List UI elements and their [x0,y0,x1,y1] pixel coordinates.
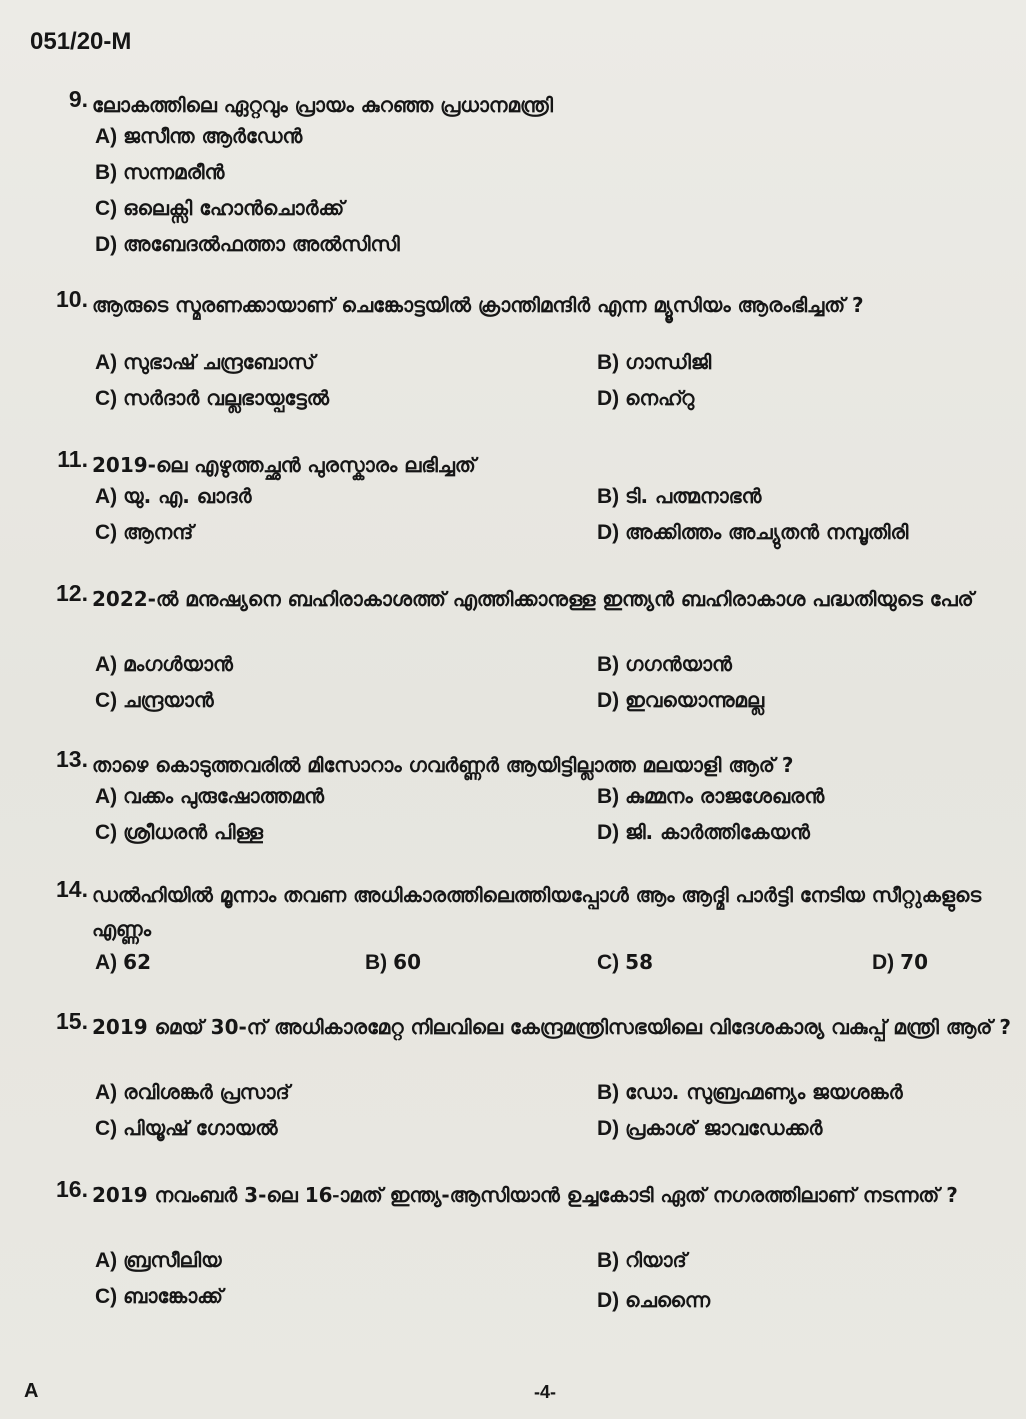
option-c: C) സർദാർ വല്ലഭായ്പട്ടേൽ [95,386,330,410]
option-a: A) മംഗൾയാൻ [95,652,233,676]
question-number: 10. [56,286,88,312]
option-a: A) യു. എ. ഖാദർ [95,484,252,508]
option-a: A) ബ്രസീലിയ [95,1248,222,1272]
option-d: D) ജി. കാർത്തികേയൻ [597,820,810,844]
option-c: C) ആനന്ദ് [95,520,194,544]
series-label: A [24,1380,39,1402]
question-text: ഡൽഹിയിൽ മൂന്നാം തവണ അധികാരത്തിലെത്തിയപ്പോൾ ആം ആദ്മി പാർട്ടി നേടിയ സീറ്റുകളുടെ എണ്ണം [92,883,982,941]
question-number: 14. [56,876,88,902]
option-a: A) സുഭാഷ് ചന്ദ്രബോസ് [95,350,315,374]
paper-code: 051/20-M [30,28,132,55]
option-c: C) 58 [597,950,654,974]
option-c: C) പിയൂഷ് ഗോയൽ [95,1116,278,1140]
page-number: -4- [534,1382,556,1402]
option-b: B) ഡോ. സുബ്രഹ്മണ്യം ജയശങ്കർ [597,1080,903,1104]
option-b: B) 60 [365,950,422,974]
option-d: D) അക്കിത്തം അച്യുതൻ നമ്പൂതിരി [597,520,909,544]
question-text: ആരുടെ സ്മരണക്കായാണ് ചെങ്കോട്ടയിൽ ക്രാന്തിമന്ദിർ എന്ന മ്യൂസിയം ആരംഭിച്ചത് ? [92,293,864,317]
option-b: B) റിയാദ് [597,1248,687,1272]
option-c: C) ഒലെക്സി ഹോൻചൊർക്ക് [95,196,345,220]
option-d: D) 70 [872,950,929,974]
option-a: A) വക്കം പുരുഷോത്തമൻ [95,784,325,808]
option-b: B) ഗാന്ധിജി [597,350,712,374]
question-number: 9. [68,86,88,112]
option-a: A) ജസീന്ത ആർഡേൻ [95,124,303,148]
option-c: C) ശ്രീധരൻ പിള്ള [95,820,263,844]
option-b: B) കുമ്മനം രാജശേഖരൻ [597,784,825,808]
option-d: D) ഇവയൊന്നുമല്ല [597,688,765,712]
option-c: C) ബാങ്കോക്ക് [95,1284,223,1308]
option-d: D) പ്രകാശ് ജാവഡേക്കർ [597,1116,823,1140]
question-number: 12. [56,580,88,606]
question-number: 15. [56,1008,88,1034]
option-b: B) സന്നമരീൻ [95,160,225,184]
question-text: 2019-ലെ എഴുത്തച്ഛൻ പുരസ്കാരം ലഭിച്ചത് [92,453,476,477]
question-text: ലോകത്തിലെ ഏറ്റവും പ്രായം കുറഞ്ഞ പ്രധാനമന്ത്രി [92,93,554,117]
option-d: D) ചെന്നൈ [597,1288,711,1312]
question-text: താഴെ കൊടുത്തവരിൽ മിസോറാം ഗവർണ്ണർ ആയിട്ടില്ലാത്ത മലയാളി ആര് ? [92,753,794,777]
question-text: 2019 നവംബർ 3-ലെ 16-ാമത് ഇന്ത്യ-ആസിയാൻ ഉച്ചകോടി ഏത് നഗരത്തിലാണ് നടന്നത് ? [92,1183,958,1207]
question-text: 2019 മെയ് 30-ന് അധികാരമേറ്റ നിലവിലെ കേന്ദ്രമന്ത്രിസഭയിലെ വിദേശകാര്യ വകുപ്പ് മന്ത്രി ആര് ? [92,1015,1011,1039]
option-a: A) 62 [95,950,152,974]
option-c: C) ചന്ദ്രയാൻ [95,688,214,712]
question-number: 11. [57,446,88,472]
question-number: 16. [56,1176,88,1202]
option-a: A) രവിശങ്കർ പ്രസാദ് [95,1080,290,1104]
question-number: 13. [56,746,88,772]
option-b: B) ടി. പത്മനാഭൻ [597,484,762,508]
question-text: 2022-ൽ മനുഷ്യനെ ബഹിരാകാശത്ത് എത്തിക്കാനുള്ള ഇന്ത്യൻ ബഹിരാകാശ പദ്ധതിയുടെ പേര് [92,587,974,611]
option-d: D) അബേദൽഫത്താ അൽസിസി [95,232,400,256]
option-d: D) നെഹ്റു [597,386,695,410]
option-b: B) ഗഗൻയാൻ [597,652,732,676]
